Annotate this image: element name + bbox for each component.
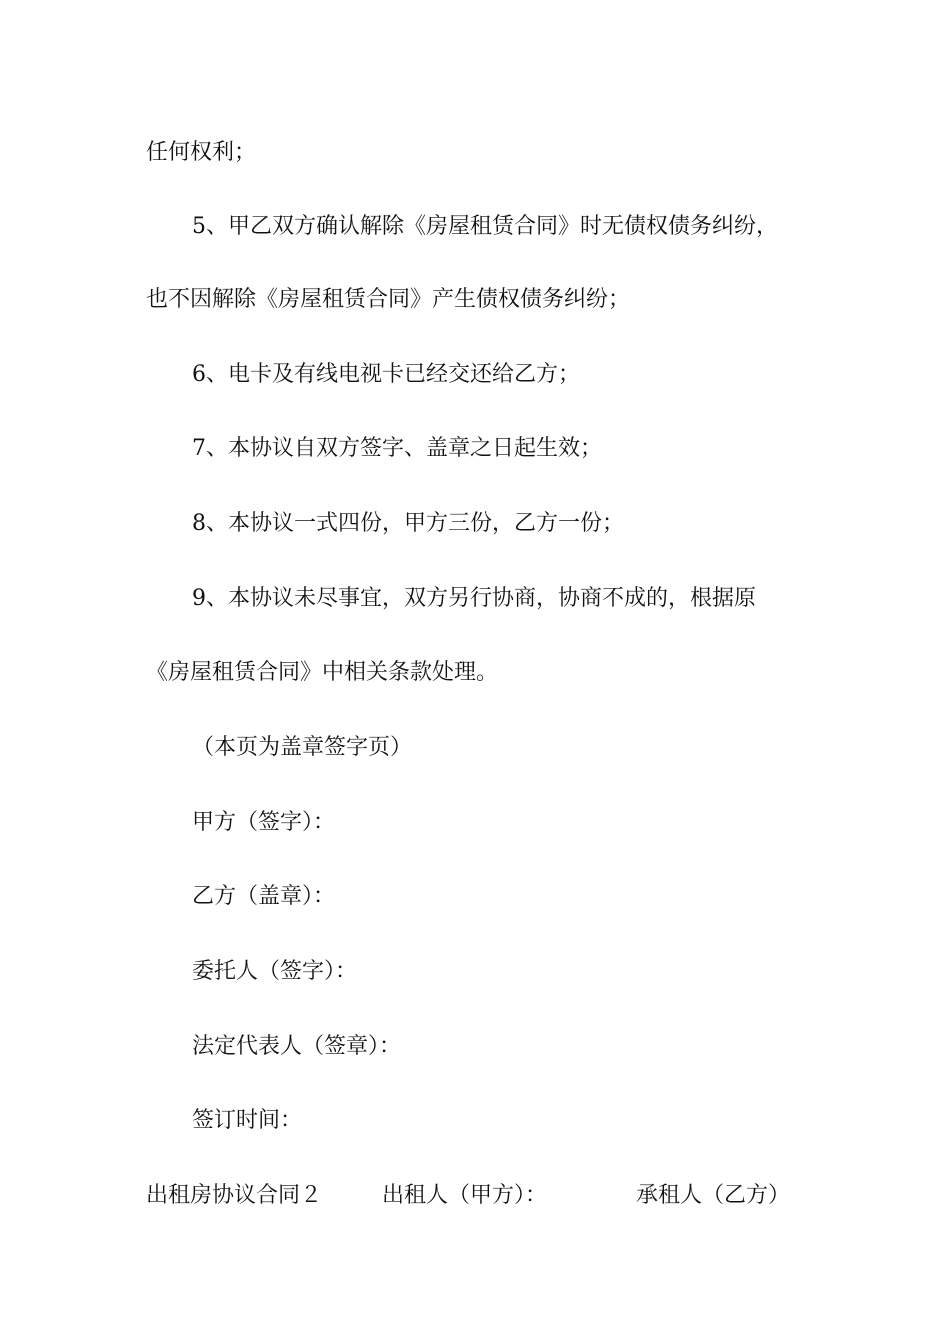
clause-7: 7、本协议自双方签字、盖章之日起生效； (192, 436, 602, 461)
signature-page-note: （本页为盖章签字页） (192, 735, 413, 760)
agent-signature: 委托人（签字）： (192, 959, 358, 984)
signing-date: 签订时间： (192, 1108, 303, 1133)
text-line-continuation: 任何权利； (146, 140, 257, 165)
lessee-label: 承租人（乙方） (636, 1183, 791, 1208)
party-a-signature: 甲方（签字）： (192, 810, 336, 835)
clause-5-line-1: 5、甲乙双方确认解除《房屋租赁合同》时无债权债务纠纷， (192, 214, 778, 239)
lessor-label: 出租人（甲方）： (382, 1183, 548, 1208)
clause-8: 8、本协议一式四份，甲方三份，乙方一份； (192, 511, 624, 536)
clause-6: 6、电卡及有线电视卡已经交还给乙方； (192, 362, 580, 387)
clause-5-line-2: 也不因解除《房屋租赁合同》产生债权债务纠纷； (146, 287, 631, 312)
clause-9-line-2: 《房屋租赁合同》中相关条款处理。 (146, 660, 499, 685)
party-b-seal: 乙方（盖章）： (192, 884, 336, 909)
legal-representative-signature: 法定代表人（签章）： (192, 1034, 402, 1059)
clause-9-line-1: 9、本协议未尽事宜，双方另行协商，协商不成的，根据原 (192, 586, 756, 611)
next-contract-title: 出租房协议合同２ (146, 1183, 323, 1208)
